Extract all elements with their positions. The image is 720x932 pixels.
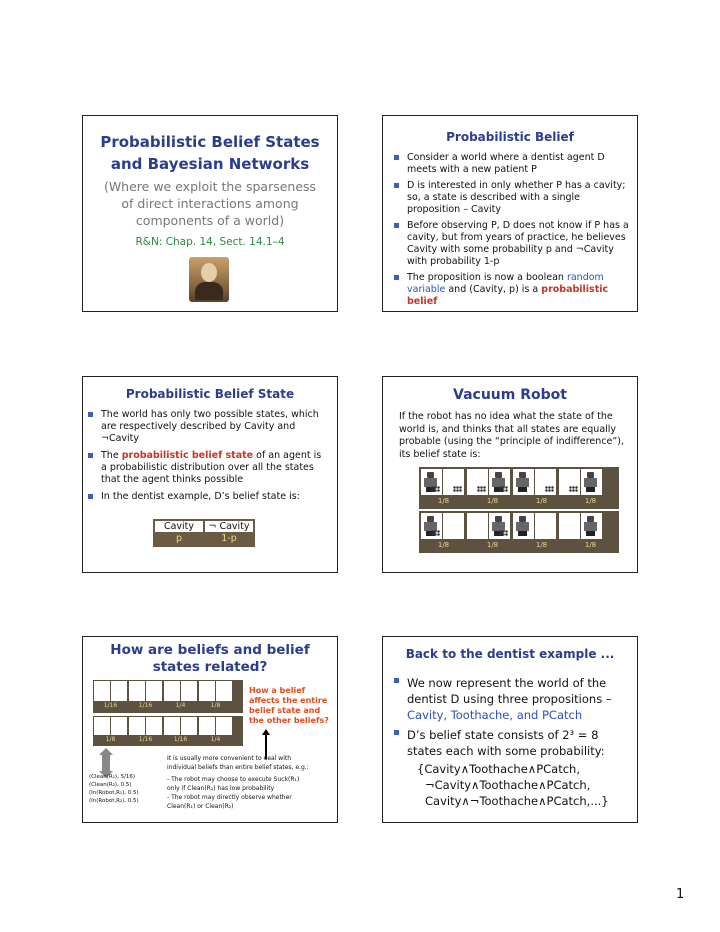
formula-line-2: ¬Cavity∧Toothache∧PCatch, [425, 778, 591, 792]
formula-line-3: Cavity∧¬Toothache∧PCatch,...} [425, 794, 609, 808]
prob-label: 1/8 [437, 497, 450, 505]
slide6-b1-text: We now represent the world of the dentist D using three propositions – [407, 676, 612, 706]
dirt-icon [569, 486, 578, 492]
prob-label: 1/8 [535, 497, 548, 505]
slide2-bullet-2: D is interested in only whether P has a cavity; so, a state is described with a single proposition – Cavity [393, 180, 631, 216]
slide3-b2-text-a: The [101, 450, 122, 461]
state-formula [417, 761, 637, 809]
robot-icon [515, 516, 530, 536]
dirt-icon [545, 486, 554, 492]
slide5-title-line1: How are beliefs and belief [110, 642, 310, 658]
slide2-title: Probabilistic Belief [446, 130, 574, 144]
prob-label: 1/16 [173, 736, 188, 743]
slide1-reference: R&N: Chap. 14, Sect. 14.1–4 [135, 236, 285, 248]
prob-label: 1/16 [138, 736, 153, 743]
prob-label: 1/8 [210, 702, 221, 709]
slide5-title-line2: states related? [152, 659, 268, 675]
dirt-icon [477, 486, 486, 492]
slide1-subtitle-3: components of a world) [135, 213, 285, 228]
slide3-b2-text-c: of an agent is a probabilistic distribution over all the states that the agent thinks possible [101, 450, 322, 485]
belief-state-strip-2 [93, 716, 243, 746]
slide4-text: If the robot has no idea what the state of the world is, and thinks that all states are equally probable (using the “principle of indifference”), its belief state is: [399, 411, 625, 460]
belief-clean-r1: (Clean(R₁), 5/16) [89, 774, 136, 780]
probabilistic-belief-term: probabilistic belief [407, 284, 609, 307]
propositions-list: Cavity, Toothache, and PCatch [407, 708, 583, 722]
belief-clean-r2: (Clean(R₂), 0.5) [89, 782, 132, 788]
slide1-subtitle-2: of direct interactions among [121, 196, 299, 211]
belief-state-row-1 [419, 467, 619, 509]
slide-3 [82, 376, 338, 573]
example-line-3: - The robot may directly observe whether [167, 794, 292, 801]
prob-label: 1/8 [486, 541, 499, 549]
dirt-icon [453, 486, 462, 492]
slide6-title: Back to the dentist example ... [405, 647, 615, 661]
slide-1 [82, 115, 338, 312]
dirt-icon [499, 486, 508, 492]
slide3-title: Probabilistic Belief State [125, 387, 295, 401]
page-number: 1 [676, 887, 685, 902]
note-line-2: individual beliefs than entire belief states, e.g.: [167, 764, 309, 771]
slide-4 [382, 376, 638, 573]
slide2-bullet-1: Consider a world where a dentist agent D meets with a new patient P [393, 152, 631, 176]
example-line-1: - The robot may choose to execute Suck(R₁) [167, 776, 300, 783]
belief-state-table [153, 519, 255, 547]
prob-label: 1/4 [175, 702, 186, 709]
robot-icon [515, 472, 530, 492]
random-variable-term: random variable [407, 272, 604, 295]
prob-label: 1/4 [210, 736, 221, 743]
slide2-bullet-3: Before observing P, D does not know if P has a cavity, but from years of practice, he believes Cavity with some probability p and ¬Cavity with probability 1-p [393, 220, 631, 268]
question-line-4: the other beliefs? [249, 716, 329, 725]
robot-icon [583, 472, 598, 492]
question-text [249, 686, 335, 726]
slide-2 [382, 115, 638, 312]
slide6-bullet-2: D’s belief state consists of 2³ = 8 states each with some probability: [393, 727, 633, 759]
prob-label: 1/16 [138, 702, 153, 709]
formula-line-1: {Cavity∧Toothache∧PCatch, [417, 762, 581, 776]
question-line-3: belief state and [249, 706, 321, 715]
slide6-bullet-1 [393, 675, 633, 723]
prob-label: 1/8 [105, 736, 116, 743]
note-text [167, 754, 337, 772]
note-line-1: It is usually more convenient to deal with [167, 755, 292, 762]
robot-icon [583, 516, 598, 536]
table-header-cavity: Cavity [155, 521, 203, 532]
slide1-title-line2: and Bayesian Networks [110, 155, 310, 173]
prob-label: 1/16 [103, 702, 118, 709]
prob-label: 1/8 [584, 497, 597, 505]
belief-state-row-2 [419, 511, 619, 553]
slide-5 [82, 636, 338, 823]
slide1-subtitle-1: (Where we exploit the sparseness [103, 179, 317, 194]
belief-state-term: probabilistic belief state [121, 450, 254, 461]
table-header-not-cavity: ¬ Cavity [205, 521, 253, 532]
slide3-bullet-1: The world has only two possible states, which are respectively described by Cavity and ¬Cavity [87, 409, 323, 445]
dirt-icon [499, 530, 508, 536]
slide-6 [382, 636, 638, 823]
dirt-icon [431, 486, 440, 492]
slide3-bullet-2 [87, 450, 323, 486]
belief-in-robot-r1: (In(Robot,R₁), 0.5) [89, 790, 139, 796]
slide2-b4-text-a: The proposition is now a boolean [407, 272, 567, 283]
example-line-4: Clean(R₁) or Clean(R₂) [167, 803, 234, 810]
dirt-icon [431, 530, 440, 536]
example-line-2: only if Clean(R₁) has low probability [167, 785, 275, 792]
prob-label: 1/8 [437, 541, 450, 549]
prob-label: 1/8 [535, 541, 548, 549]
table-value-p: p [175, 533, 183, 544]
belief-list [89, 773, 165, 805]
slide1-title-line1: Probabilistic Belief States [100, 133, 320, 151]
slide3-bullet-3: In the dentist example, D’s belief state is: [87, 491, 323, 503]
table-value-1-p: 1-p [221, 533, 237, 544]
slide2-b4-text-c: and (Cavity, p) is a [445, 284, 542, 295]
slide4-title: Vacuum Robot [453, 387, 567, 403]
question-line-2: affects the entire [249, 696, 328, 705]
prob-label: 1/8 [486, 497, 499, 505]
bayes-portrait-image [189, 257, 229, 302]
belief-state-strip-1 [93, 680, 243, 713]
question-line-1: How a belief [249, 686, 306, 695]
belief-in-robot-r2: (In(Robot,R₂), 0.5) [89, 798, 139, 804]
example-text [167, 775, 337, 811]
prob-label: 1/8 [584, 541, 597, 549]
slide2-bullet-4 [393, 272, 631, 308]
